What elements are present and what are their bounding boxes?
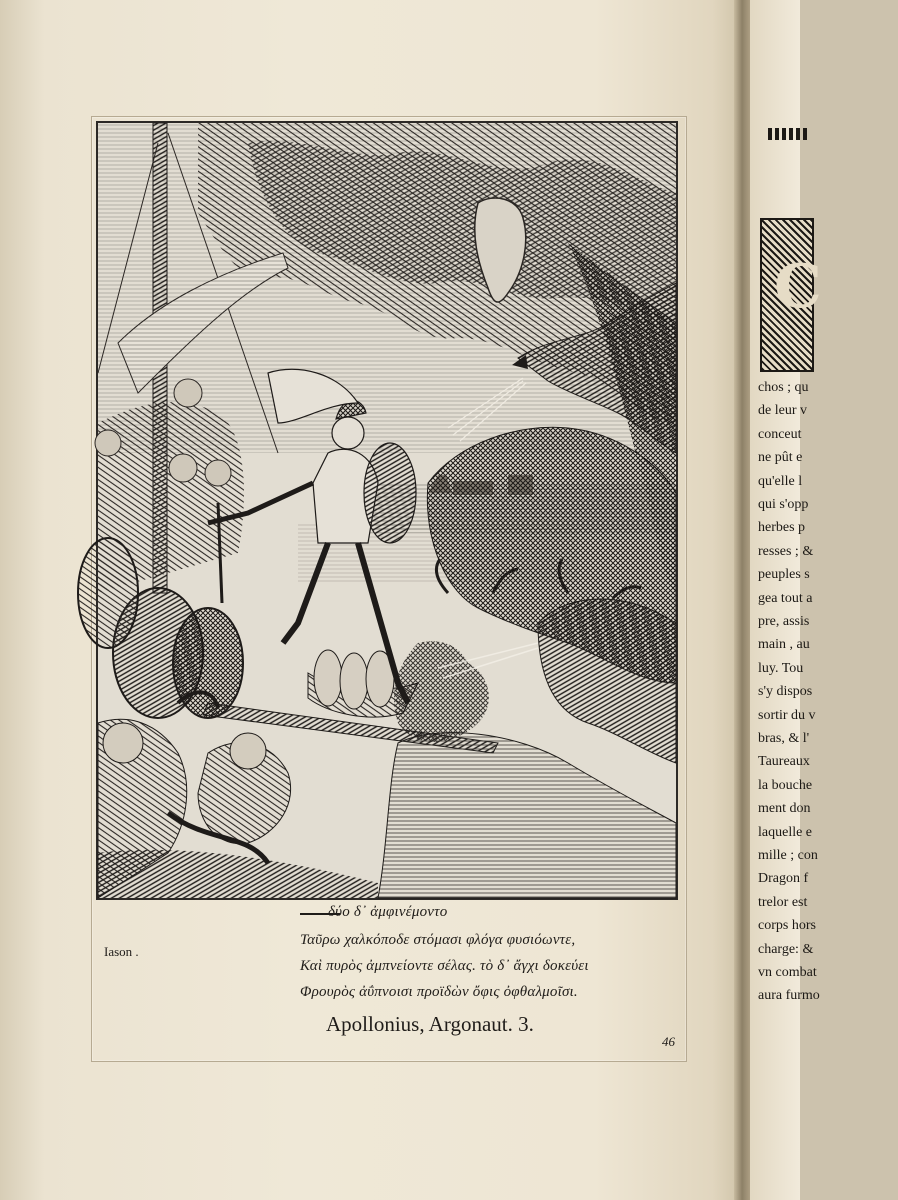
right-page-text-line: gea tout a: [758, 590, 813, 606]
right-page-text-line: laquelle e: [758, 824, 813, 840]
right-page-text-line: vn combat: [758, 965, 817, 980]
right-page-text-line: peuples s: [758, 567, 810, 583]
right-page-text-line: la bouche: [758, 777, 813, 793]
right-page-text-line: conceut: [758, 426, 802, 442]
right-page-text-line: pre, assis: [758, 614, 810, 629]
right-page-text-line: Dragon f: [758, 871, 809, 887]
verse-attribution: Apollonius, Argonaut. 3.: [326, 1012, 534, 1036]
right-page-text-line: ment don: [758, 801, 811, 817]
right-page-text-line: qu'elle l: [758, 473, 803, 489]
right-page-text-line: main , au: [758, 637, 810, 653]
greek-verse-line-4: Φρουρὸς ἀΰπνοισι προϊδὼν ὄφις ὀφθαλμοῖσι.: [300, 984, 578, 1000]
right-page-text-line: chos ; qu: [758, 380, 809, 395]
right-page-text-line: herbes p: [758, 520, 806, 536]
header-ornament: [768, 128, 808, 140]
right-page-text-line: qui s'opp: [758, 497, 809, 512]
right-page-text-line: de leur v: [758, 403, 807, 419]
greek-verse-line-3: Καὶ πυρὸς ἀμπνείοντε σέλας. τὸ δ᾽ ἄγχι δοκεύει: [300, 958, 589, 974]
right-page-text-line: ne pût e: [758, 450, 803, 466]
right-page-text-line: charge: &: [758, 941, 814, 957]
greek-verse-line-2: Ταῦρω χαλκόποδε στόμασι φλόγα φυσιόωντε,: [300, 932, 576, 948]
engraving-illustration: [96, 121, 678, 900]
decorated-initial: C: [760, 218, 814, 372]
margin-label-iason: Iason .: [104, 944, 139, 959]
right-page-text-line: luy. Tou: [758, 660, 804, 676]
right-page-text-line: corps hors: [758, 918, 816, 934]
right-page-text-line: resses ; &: [758, 543, 814, 559]
right-page-text-line: mille ; con: [758, 848, 818, 863]
plate-number: 46: [662, 1034, 675, 1049]
right-page-text-line: sortir du v: [758, 707, 816, 723]
right-page-text-line: Taureaux: [758, 754, 810, 770]
greek-verse-line-1: δύο δ᾽ ἀμφινέμοντο: [328, 904, 448, 920]
right-page-text-line: trelor est: [758, 894, 808, 910]
right-page-text-line: bras, & l': [758, 731, 810, 746]
right-page-text-line: aura furmo: [758, 988, 820, 1004]
right-page-text-line: s'y dispos: [758, 684, 813, 700]
